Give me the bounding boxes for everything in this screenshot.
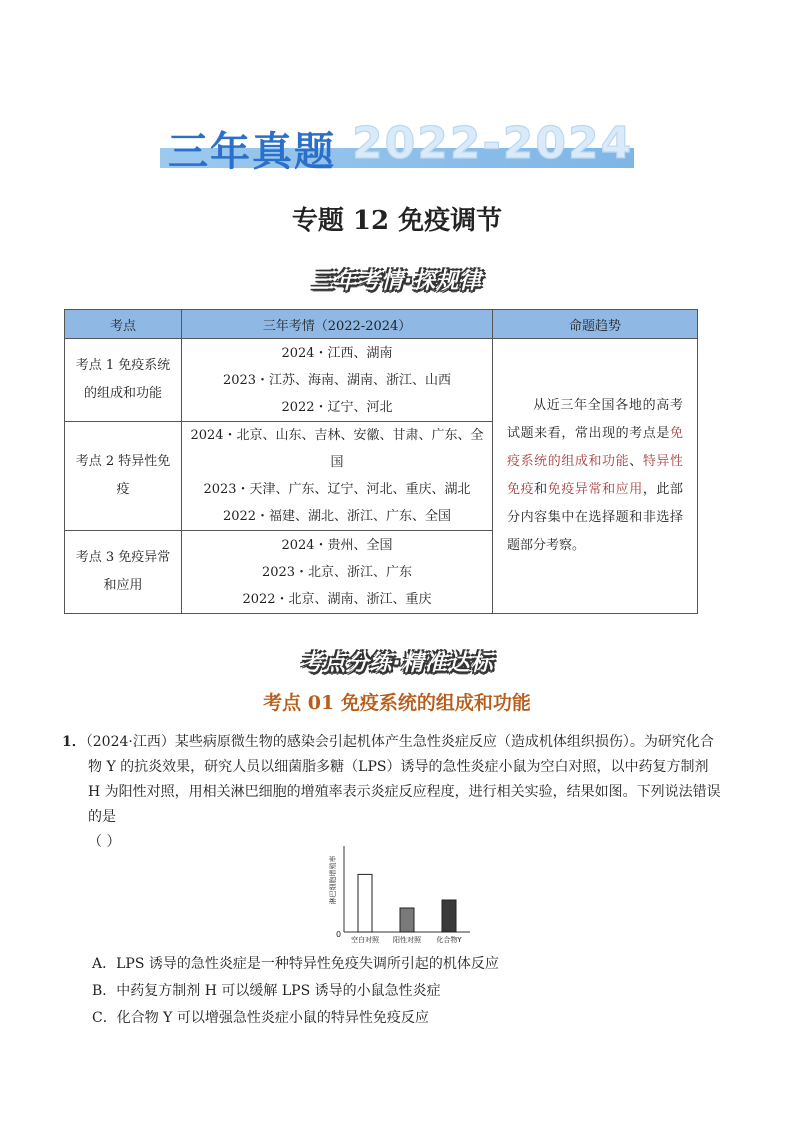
option-c: C．化合物 Y 可以增强急性炎症小鼠的特异性免疫反应 [92, 1010, 429, 1026]
x-tick-label: 空白对照 [351, 936, 379, 944]
kp-cell: 考点 2 特异性免疫 [65, 422, 182, 531]
header-kp: 考点 [65, 310, 182, 339]
trend-cell [493, 339, 698, 614]
trend-sep: 、 [629, 454, 643, 469]
trend-text: 从近三年全国各地的高考试题来看，常出现的考点是 [507, 398, 683, 441]
trend-highlight: 免疫系统的组成和功能 [507, 426, 683, 469]
y-axis-label: 淋巴细胞增殖率 [329, 855, 337, 905]
trend-text: ，此部分内容集中在选择题和非选择题部分考察。 [507, 482, 683, 553]
banner-title-left: 三年真题 [168, 129, 336, 175]
years-cell [182, 531, 493, 614]
years-line: 2024・北京、山东、吉林、安徽、甘肃、广东、全国 [190, 428, 484, 470]
question-1 [62, 730, 722, 855]
years-line: 2022・北京、湖南、浙江、重庆 [242, 591, 432, 607]
option-b: B．中药复方制剂 H 可以缓解 LPS 诱导的小鼠急性炎症 [92, 983, 441, 999]
years-line: 2024・江西、湖南 [281, 345, 393, 361]
section-heading-overview: 三年考情·探规律 [311, 269, 483, 294]
trend-highlight: 特异性免疫 [507, 454, 683, 497]
subsection-title: 考点 01 免疫系统的组成和功能 [263, 692, 531, 714]
overview-table [64, 309, 698, 614]
option-a: A．LPS 诱导的急性炎症是一种特异性免疫失调所引起的机体反应 [92, 956, 499, 972]
years-cell [182, 339, 493, 422]
bar-1 [358, 874, 372, 932]
section-heading-practice: 考点分练·精准达标 [300, 651, 494, 676]
trend-highlight: 免疫异常和应用 [547, 482, 643, 497]
years-line: 2022・辽宁、河北 [281, 399, 393, 415]
table-row [65, 339, 698, 422]
document-title: 专题 12 免疫调节 [291, 206, 503, 236]
question-body [62, 730, 722, 830]
years-line: 2023・江苏、海南、湖南、浙江、山西 [222, 372, 452, 388]
title-banner [0, 118, 794, 178]
question-source: （2024·江西） [85, 734, 175, 750]
trend-sep: 和 [534, 482, 548, 497]
bar-chart [318, 840, 478, 948]
chart-container [318, 840, 478, 948]
kp-cell: 考点 3 免疫异常和应用 [65, 531, 182, 614]
x-tick-label: 阳性对照 [393, 936, 421, 944]
years-line: 2022・福建、湖北、浙江、广东、全国 [222, 509, 452, 524]
x-tick-label: 化合物Y [436, 936, 462, 944]
answer-blank: （ ） [88, 834, 121, 850]
years-line: 2023・北京、浙江、广东 [261, 564, 413, 580]
options-list [92, 951, 499, 1032]
kp-cell: 考点 1 免疫系统的组成和功能 [65, 339, 182, 422]
banner-title-right: 2022-2024 [352, 118, 634, 169]
table-header-row [65, 310, 698, 339]
header-years: 三年考情（2022-2024） [182, 310, 493, 339]
question-text: 某些病原微生物的感染会引起机体产生急性炎症反应（造成机体组织损伤）。为研究化合物 Y 的抗炎效果，研究人员以细菌脂多糖（LPS）诱导的急性炎症小鼠为空白对照，以中药复方制剂 H 为阳性对照，用相关淋巴细胞的增殖率表示炎症反应程度，进行相关实验，结果如图。下列说法错误的是 [88, 734, 721, 825]
years-cell [182, 422, 493, 531]
years-line: 2024・贵州、全国 [281, 537, 393, 553]
bar-2 [400, 908, 414, 932]
bar-3 [442, 900, 456, 932]
question-number: 1． [62, 734, 86, 750]
origin-label: 0 [336, 930, 342, 939]
years-line: 2023・天津、广东、辽宁、河北、重庆、湖北 [203, 482, 471, 497]
header-trend: 命题趋势 [493, 310, 698, 339]
